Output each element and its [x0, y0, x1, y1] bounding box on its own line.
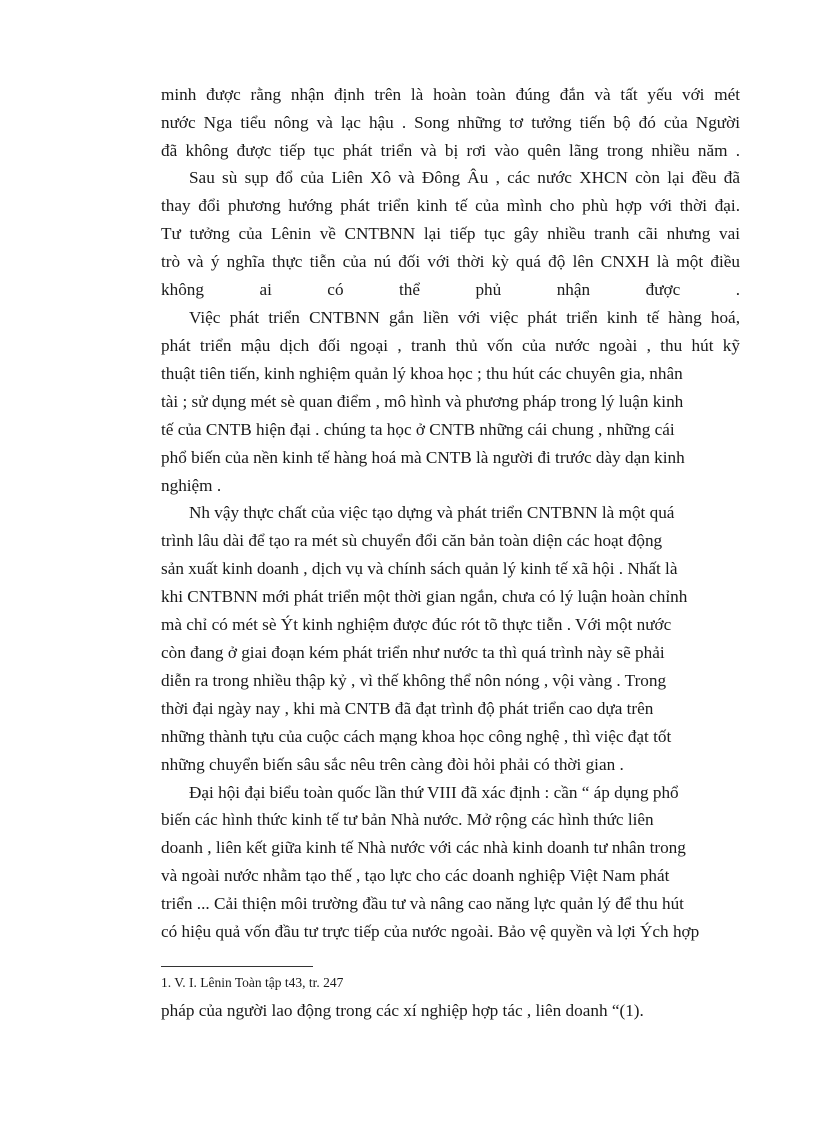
text-line: nghiệm . — [161, 476, 222, 495]
text-line: thay đổi phương hướng phát triển kinh tế của mình cho phù hợp với thời đại. — [161, 196, 740, 215]
text-line: trò và ý nghĩa thực tiễn của nú đối với thời kỳ quá độ lên CNXH là một điều — [161, 252, 740, 271]
text-line: tài ; sử dụng mét sè quan điểm , mô hình và phương pháp trong lý luận kinh — [161, 392, 684, 411]
text-line: khi CNTBNN mới phát triển một thời gian ngắn, chưa có lý luận hoàn chỉnh — [161, 587, 688, 606]
text-line: phổ biến của nền kinh tế hàng hoá mà CNTB là người đi trước dày dạn kinh — [161, 448, 685, 467]
text-line: sản xuất kinh doanh , dịch vụ và chính sách quản lý kinh tế xã hội . Nhất là — [161, 559, 678, 578]
text-line: không ai có thể phủ nhận được . — [161, 280, 740, 299]
text-line: những chuyển biến sâu sắc nêu trên càng đòi hỏi phải có thời gian . — [161, 755, 624, 774]
text-line: còn đang ở giai đoạn kém phát triển như nước ta thì quá trình này sẽ phải — [161, 643, 665, 662]
text-line: Tư tưởng của Lênin về CNTBNN lại tiếp tục gây nhiều tranh cãi nhưng vai — [161, 224, 740, 243]
text-line: Việc phát triển CNTBNN gắn liền với việc phát triển kinh tế hàng hoá, — [189, 308, 740, 327]
text-line: mà chỉ có mét sè Ýt kinh nghiệm được đúc rót tõ thực tiễn . Với một nước — [161, 615, 672, 634]
text-line-continuation: pháp của người lao động trong các xí nghiệp hợp tác , liên doanh “(1). — [161, 1001, 644, 1020]
text-line: đã không được tiếp tục phát triển và bị rơi vào quên lãng trong nhiều năm . — [161, 141, 740, 160]
text-line: doanh , liên kết giữa kinh tế Nhà nước với các nhà kinh doanh tư nhân trong — [161, 838, 686, 857]
text-line: thời đại ngày nay , khi mà CNTB đã đạt trình độ phát triển cao dựa trên — [161, 699, 654, 718]
text-line: trình lâu dài để tạo ra mét sù chuyển đổi căn bản toàn diện các hoạt động — [161, 531, 663, 550]
text-line: Nh vậy thực chất của việc tạo dựng và phát triển CNTBNN là một quá — [189, 503, 675, 522]
text-line: Sau sù sụp đổ của Liên Xô và Đông Âu , các nước XHCN còn lại đều đã — [189, 168, 740, 187]
text-line: phát triển mậu dịch đối ngoại , tranh thủ vốn của nước ngoài , thu hút kỹ — [161, 336, 740, 355]
text-line: diễn ra trong nhiều thập kỷ , vì thế không thể nôn nóng , vội vàng . Trong — [161, 671, 667, 690]
text-line: và ngoài nước nhằm tạo thế , tạo lực cho các doanh nghiệp Việt Nam phát — [161, 866, 670, 885]
text-line: minh được rằng nhận định trên là hoàn toàn đúng đắn và tất yếu với mét — [161, 85, 740, 104]
text-line: nước Nga tiểu nông và lạc hậu . Song những tơ tưởng tiến bộ đó của Người — [161, 113, 740, 132]
text-line: thuật tiên tiến, kinh nghiệm quản lý khoa học ; thu hút các chuyên gia, nhân — [161, 364, 683, 383]
text-line: biến các hình thức kinh tế tư bản Nhà nước. Mở rộng các hình thức liên — [161, 810, 654, 829]
text-line: Đại hội đại biểu toàn quốc lần thứ VIII đã xác định : cần “ áp dụng phổ — [189, 783, 679, 802]
footnote-separator — [161, 966, 313, 967]
text-line: triển ... Cải thiện môi trường đầu tư và nâng cao năng lực quản lý để thu hút — [161, 894, 684, 913]
text-line: những thành tựu của cuộc cách mạng khoa học công nghệ , thì việc đạt tốt — [161, 727, 672, 746]
text-line: có hiệu quả vốn đầu tư trực tiếp của nước ngoài. Bảo vệ quyền và lợi Ých hợp — [161, 922, 700, 941]
text-line: tế của CNTB hiện đại . chúng ta học ở CNTB những cái chung , những cái — [161, 420, 675, 439]
footnote: 1. V. I. Lênin Toàn tập t43, tr. 247 — [161, 975, 344, 990]
